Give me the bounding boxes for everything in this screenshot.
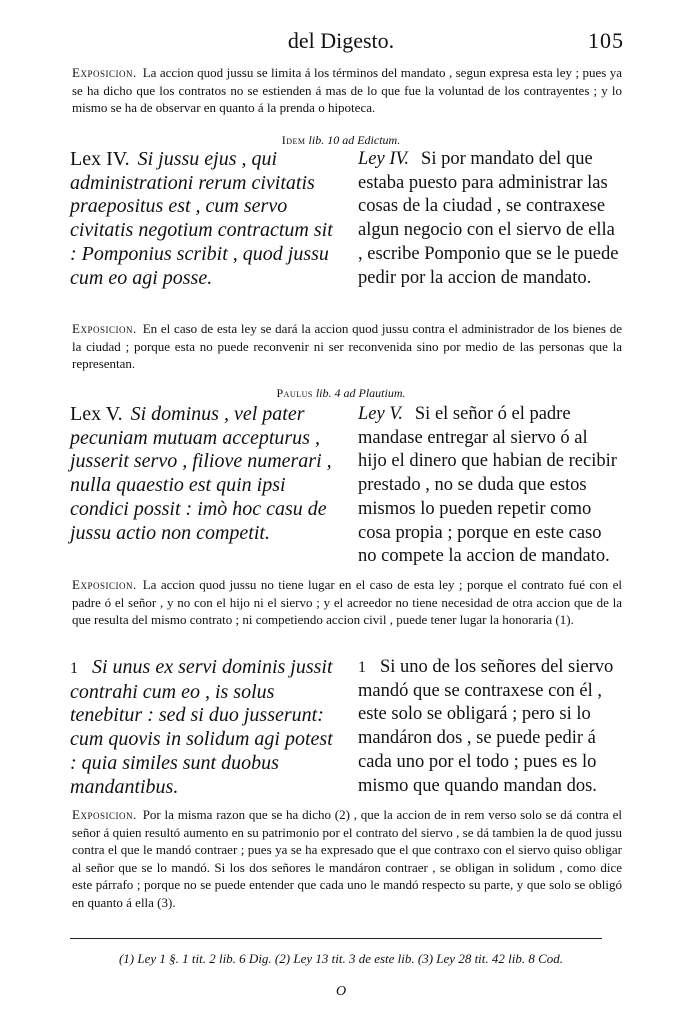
footnotes: (1) Ley 1 §. 1 tit. 2 lib. 6 Dig. (2) Ley 13 tit. 3 de este lib. (3) Ley 28 tit. 42 lib. 8 Cod.: [118, 951, 564, 966]
paragraph-1-latin: [70, 656, 342, 799]
footnote-rule: [70, 938, 602, 939]
signature-mark: O: [335, 984, 347, 999]
source-citation-2: [0, 386, 682, 401]
exposicion-1: [72, 64, 622, 117]
ley-v-spanish: [358, 403, 620, 569]
source-ref: lib. 4 ad Plautium.: [315, 386, 406, 400]
ley-text: Si por mandato del que estaba puesto para administrar las cosas de la ciudad , se contraxese algun negocio con el siervo de ella , escribe Pomponio que se le puede pedir por la accion de mandato.: [358, 149, 619, 288]
ley-iv-spanish: [358, 148, 620, 290]
lex-heading: Lex IV.: [70, 148, 130, 170]
lex-v-latin: [70, 403, 342, 545]
exposicion-text: La accion quod jussu se limita á los términos del mandato , segun expresa esta ley ; pues ya se ha dicho que los contratos no se estienden á mas de lo que fue la voluntad de los contrayentes ; y lo mismo se ha de observar en quanto á la prenda o hipoteca.: [72, 65, 622, 115]
ley-heading: Ley IV.: [358, 149, 410, 169]
paragraph-number: 1: [358, 659, 366, 676]
running-header: [0, 26, 682, 56]
lex-text: Si dominus , vel pater pecuniam mutuam accepturus , jusserit servo , filiove numerari , nulla quaestio est quin ipsi condici possit : imò hoc casu de jussu actio non competit.: [70, 403, 332, 544]
source-citation-1: [0, 133, 682, 148]
exposicion-4: [72, 806, 622, 911]
source-author: Idem: [281, 133, 306, 147]
exposicion-text: La accion quod jussu no tiene lugar en el caso de esta ley ; porque el contrato fué con el padre ó el señor , y no con el hijo ni el siervo ; y el acreedor no tiene necesidad de otra accion que de la que resulta del mismo contrato ; ni competiendo accion civil , puede tener lugar la honoraria (1).: [72, 577, 622, 627]
exposicion-label: Exposicion.: [72, 577, 137, 592]
exposicion-label: Exposicion.: [72, 807, 137, 822]
lex-text: Si jussu ejus , qui administrationi rerum civitatis praepositus est , cum servo civitatis negotium contractum sit : Pomponius scribit , quod jussu cum eo agi posse.: [70, 148, 333, 289]
exposicion-3: [72, 576, 622, 629]
exposicion-text: Por la misma razon que se ha dicho (2) , que la accion de in rem verso solo se dá contra el señor á quien resultó aumento en su patrimonio por el contrato del siervo , se dá tambien la de quod jussu contra el que le mandó contraer ; pues ya se ha expresado que el que contraxo con el siervo quiso obligar al señor que se lo mandó. Si los dos señores le mandáron contraer , se obligan in solidum , como dice este párrafo ; porque no se puede entender que cada uno le mandó respecto su parte, y que solo se obligó en quanto á ella (3).: [72, 807, 622, 910]
exposicion-text: En el caso de esta ley se dará la accion quod jussu contra el administrador de los bienes de la ciudad ; porque esta no puede reconvenir ni ser reconvenida sino por medio de las personas que la representan.: [72, 321, 622, 371]
paragraph-text: Si uno de los señores del siervo mandó que se contraxese con él , este solo se obligará ; pero si lo mandáron dos , se puede pedir á cada uno por el todo ; pues es lo mismo que quando mandan dos.: [358, 657, 614, 796]
lex-heading: Lex V.: [70, 403, 123, 425]
paragraph-1-spanish: [358, 656, 620, 798]
lex-iv-latin: [70, 148, 342, 290]
paragraph-number: 1: [70, 660, 78, 677]
source-ref: lib. 10 ad Edictum.: [308, 133, 401, 147]
paragraph-text: Si unus ex servi dominis jussit contrahi cum eo , is solus tenebitur : sed si duo jusserunt: cum quovis in solidum agi potest : quia similes sunt duobus mandantibus.: [70, 656, 333, 798]
page-title: del Digesto.: [287, 28, 395, 53]
exposicion-2: [72, 320, 622, 373]
ley-text: Si el señor ó el padre mandase entregar al siervo ó al hijo el dinero que habian de recibir prestado , no se duda que estos mismos lo pueden repetir como cosa propia ; porque en este caso no compete la accion de mandato.: [358, 404, 617, 567]
exposicion-label: Exposicion.: [72, 65, 137, 80]
ley-heading: Ley V.: [358, 404, 403, 424]
exposicion-label: Exposicion.: [72, 321, 137, 336]
page-number: 105: [588, 28, 624, 53]
source-author: Paulus: [276, 386, 313, 400]
